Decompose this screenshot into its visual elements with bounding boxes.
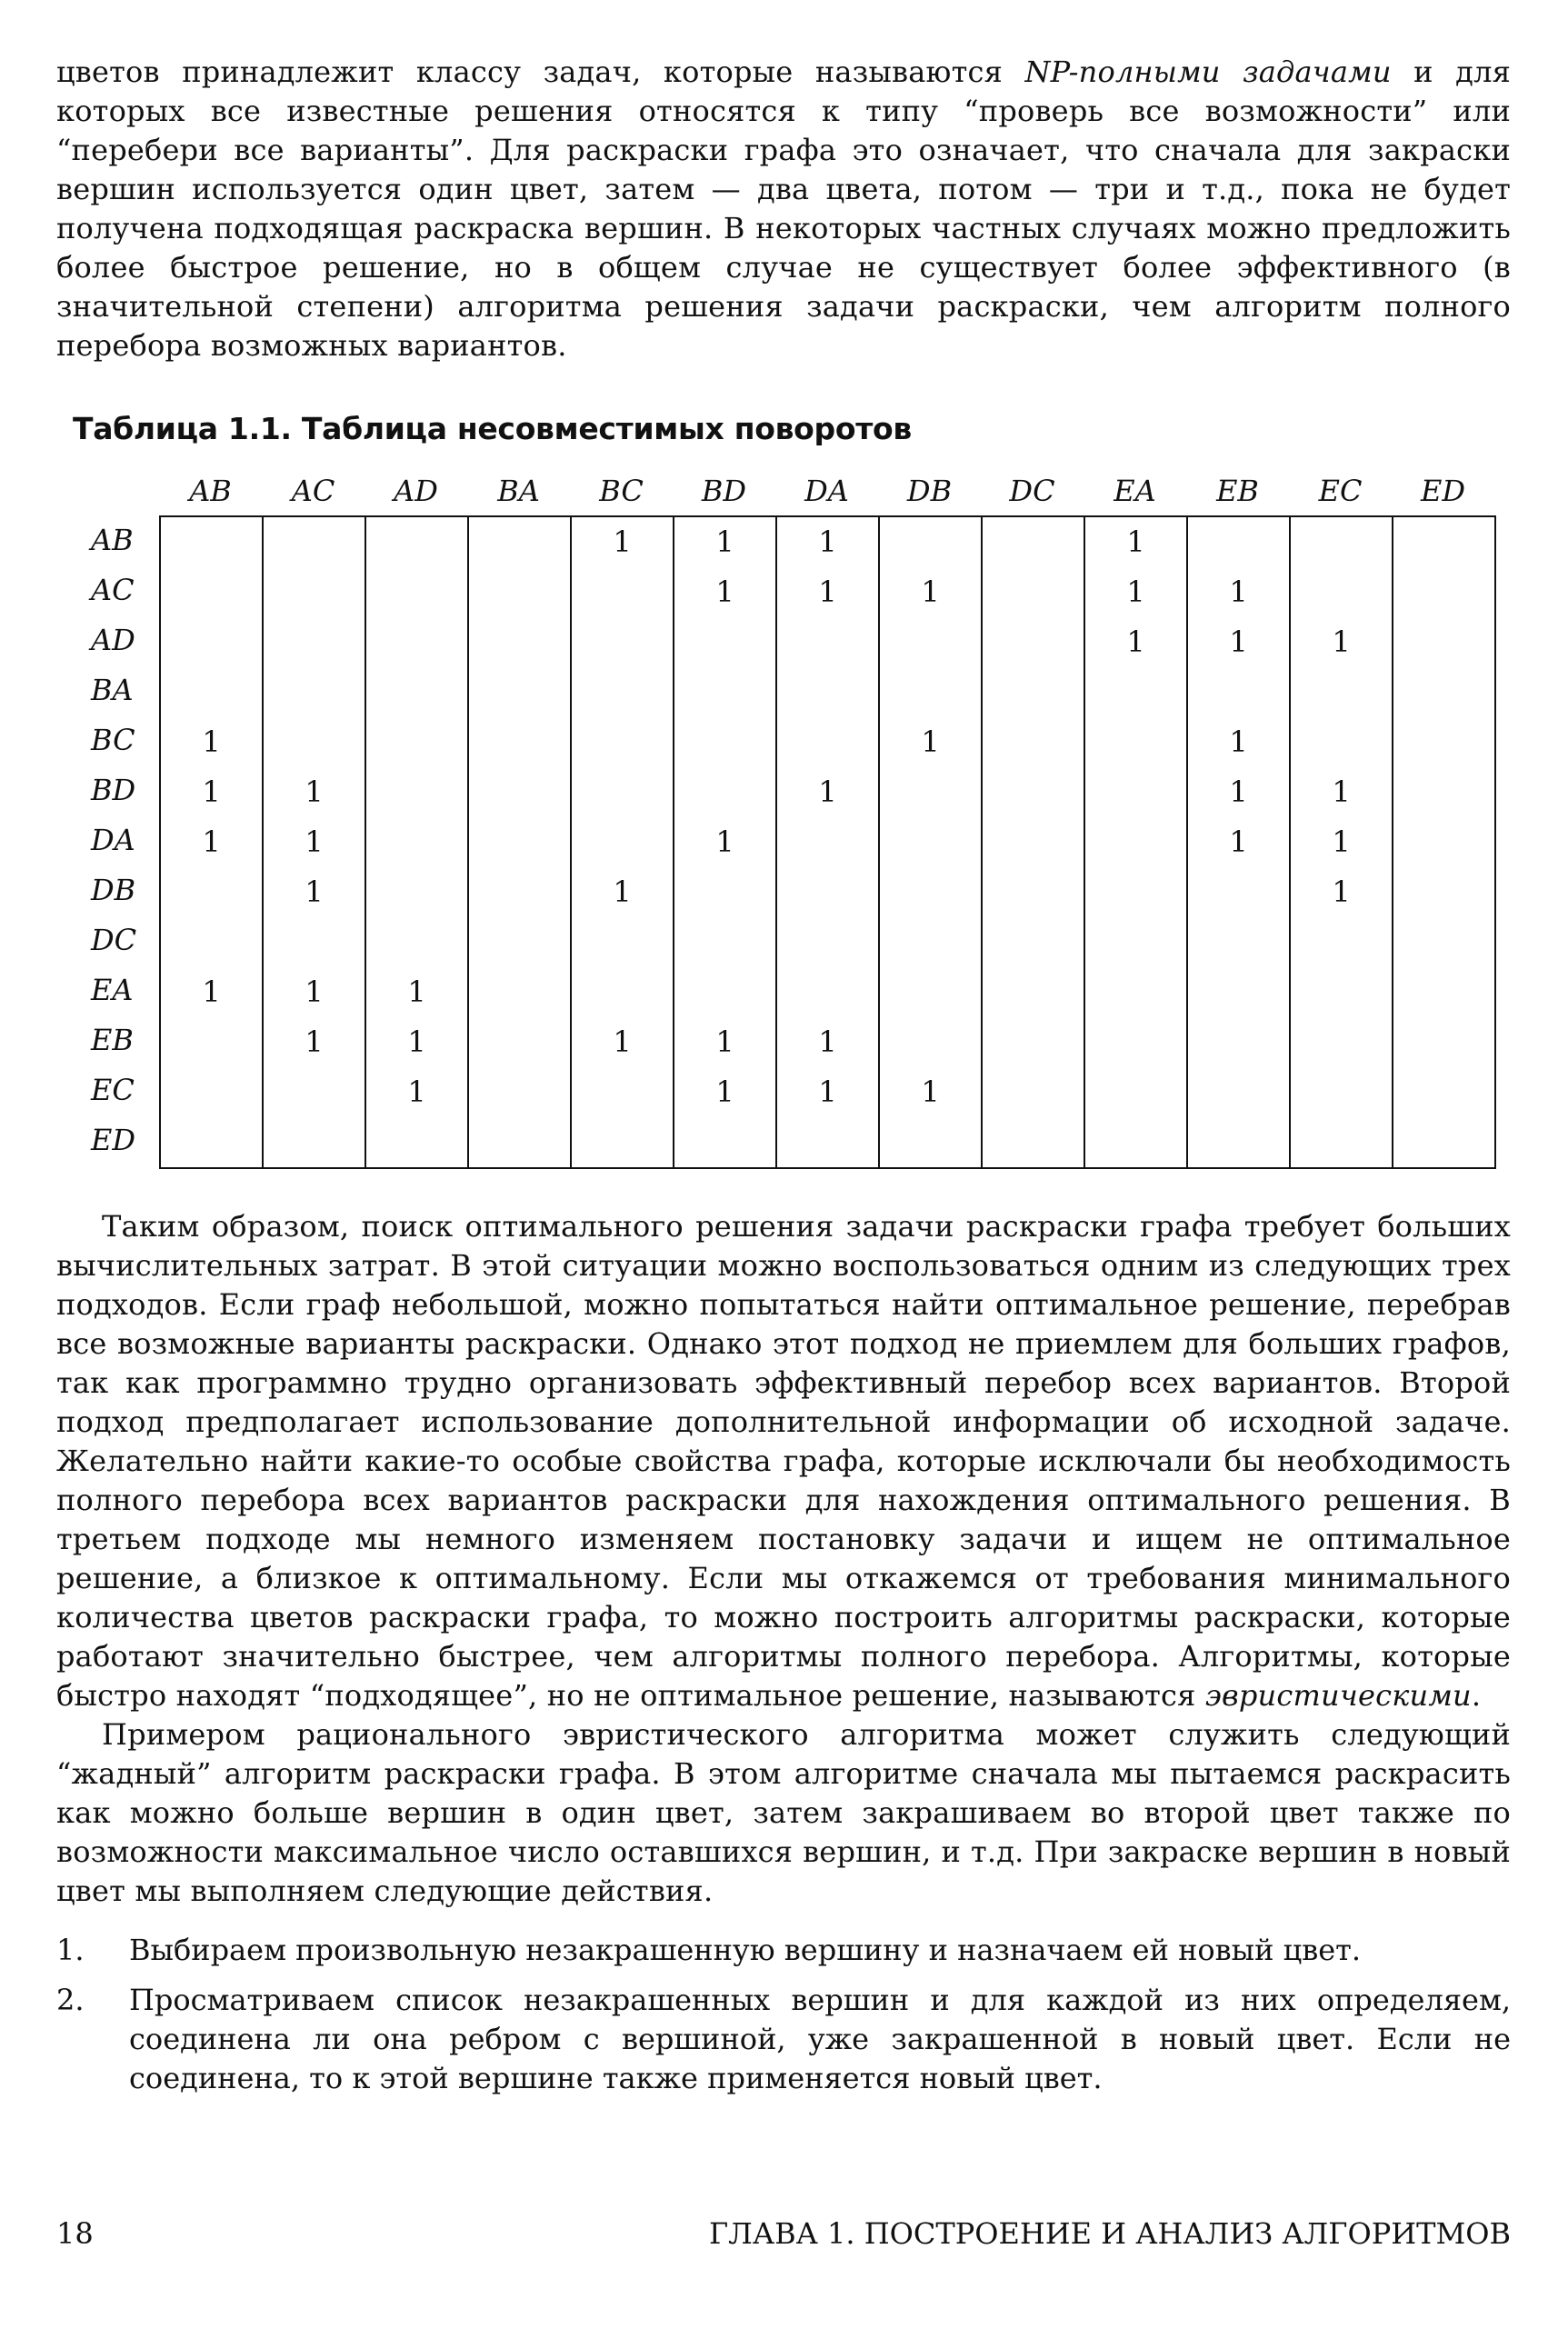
table-cell xyxy=(1393,617,1496,667)
table-cell: 1 xyxy=(366,1067,469,1117)
table-cell xyxy=(1393,817,1496,867)
row-header: DB xyxy=(91,873,136,907)
table-cell xyxy=(1291,667,1393,717)
table-cell xyxy=(366,867,469,917)
table-cell: 1 xyxy=(1188,817,1291,867)
row-header: AD xyxy=(91,623,135,657)
table-cell xyxy=(1291,567,1393,617)
top-paragraph-emphasis: NP-полными задачами xyxy=(1024,55,1392,89)
table-cell xyxy=(880,667,983,717)
table-cell: 1 xyxy=(880,567,983,617)
table-cell xyxy=(1188,517,1291,567)
list-item xyxy=(56,1931,1511,1970)
table-cell xyxy=(1188,667,1291,717)
table-cell: 1 xyxy=(777,567,880,617)
table-cell xyxy=(880,1017,983,1067)
table-cell xyxy=(1393,767,1496,817)
table-cell xyxy=(983,1067,1085,1117)
table-cell xyxy=(1188,867,1291,917)
table-cell xyxy=(1393,517,1496,567)
row-header: EC xyxy=(91,1073,135,1107)
table-cell xyxy=(572,1067,674,1117)
table-cell xyxy=(1085,867,1188,917)
incompatible-turns-table xyxy=(56,466,1511,1169)
table-cell xyxy=(572,717,674,767)
table-cell xyxy=(674,917,777,967)
table-cell: 1 xyxy=(572,517,674,567)
table-cell xyxy=(674,867,777,917)
table-cell: 1 xyxy=(1291,817,1393,867)
table-cell: 1 xyxy=(674,817,777,867)
table-cell: 1 xyxy=(1291,867,1393,917)
paragraph-2-text-end: . xyxy=(1471,1678,1482,1713)
table-title: Таблица 1.1. Таблица несовместимых поворотов xyxy=(73,411,912,446)
row-header: DC xyxy=(91,923,137,957)
top-paragraph-text: цветов принадлежит классу задач, которые называются xyxy=(56,55,1025,89)
table-cell xyxy=(983,767,1085,817)
table-cell xyxy=(1188,917,1291,967)
table-cell xyxy=(161,867,264,917)
table-cell xyxy=(880,767,983,817)
table-cell xyxy=(1393,717,1496,767)
table-cell xyxy=(1393,1067,1496,1117)
table-cell xyxy=(1085,817,1188,867)
table-cell: 1 xyxy=(264,867,366,917)
row-header: AC xyxy=(91,573,135,607)
table-cell xyxy=(777,1117,880,1167)
table-cell xyxy=(572,617,674,667)
table-cell xyxy=(1085,917,1188,967)
table-cell xyxy=(1085,667,1188,717)
steps-list xyxy=(56,1931,1511,2098)
table-cell xyxy=(469,767,572,817)
table-cell xyxy=(1188,967,1291,1017)
table-cell xyxy=(264,567,366,617)
table-cell: 1 xyxy=(1291,617,1393,667)
table-cell xyxy=(366,717,469,767)
table-cell: 1 xyxy=(1188,567,1291,617)
table-cell: 1 xyxy=(1188,617,1291,667)
row-header: AB xyxy=(91,523,134,557)
table-cell xyxy=(469,517,572,567)
paragraph-2-text: Таким образом, поиск оптимального решения задачи раскраски графа требует больших вычислительных затрат. В этой ситуации можно воспользоваться одним из следующих трех подходов. Если граф небольшой, можно попытаться найти оптимальное решение, перебрав все возможные варианты раскраски. Однако этот подход не приемлем для больших графов, так как программно трудно организовать эффективный перебор всех вариантов. Второй подход предполагает использование дополнительной информации об исходной задаче. Желательно найти какие-то особые свойства графа, которые исключали бы необходимость полного перебора всех вариантов раскраски для нахождения оптимального решения. В третьем подходе мы немного изменяем постановку задачи и ищем не оптимальное решение, а близкое к оптимальному. Если мы откажемся от требования минимального количества цветов раскраски графа, то можно построить алгоритмы раскраски, которые работают значительно быстрее, чем алгоритмы полного перебора. Алгоритмы, которые быстро находят “подходящее”, но не оптимальное решение, называются xyxy=(56,1209,1511,1713)
table-cell: 1 xyxy=(161,967,264,1017)
table-cell: 1 xyxy=(264,1017,366,1067)
table-cell xyxy=(366,917,469,967)
table-cell xyxy=(264,717,366,767)
table-cell: 1 xyxy=(264,817,366,867)
paragraph-3: Примером рационального эвристического алгоритма может служить следующий “жадный” алгоритм раскраски графа. В этом алгоритме сначала мы пытаемся раскрасить как можно больше вершин в один цвет, затем закрашиваем во второй цвет также по возможности максимальное число оставшихся вершин, и т.д. При закраске вершин в новый цвет мы выполняем следующие действия. xyxy=(56,1717,1511,1908)
table-cell xyxy=(366,1117,469,1167)
table-cell xyxy=(983,1017,1085,1067)
table-cell xyxy=(469,667,572,717)
table-cell xyxy=(161,617,264,667)
table-cell: 1 xyxy=(880,717,983,767)
table-cell xyxy=(366,767,469,817)
table-cell xyxy=(1291,1117,1393,1167)
table-cell xyxy=(161,517,264,567)
column-header: EB xyxy=(1216,474,1259,508)
table-cell xyxy=(264,1117,366,1167)
table-cell: 1 xyxy=(161,817,264,867)
table-cell xyxy=(674,767,777,817)
table-cell xyxy=(572,967,674,1017)
table-cell: 1 xyxy=(1291,767,1393,817)
table-cell xyxy=(1393,567,1496,617)
table-cell xyxy=(572,1117,674,1167)
table-cell xyxy=(469,1067,572,1117)
paragraph-2-emphasis: эвристическими xyxy=(1204,1678,1472,1713)
table-cell xyxy=(366,617,469,667)
table-cell xyxy=(674,967,777,1017)
list-item-text: Выбираем произвольную незакрашенную вершину и назначаем ей новый цвет. xyxy=(129,1933,1362,1967)
row-header: BD xyxy=(91,773,136,807)
table-cell xyxy=(1085,767,1188,817)
column-header: BA xyxy=(497,474,540,508)
table-cell xyxy=(983,517,1085,567)
table-cell: 1 xyxy=(572,1017,674,1067)
table-cell xyxy=(674,617,777,667)
list-item-number: 1. xyxy=(56,1933,85,1967)
table-cell xyxy=(1085,967,1188,1017)
table-cell xyxy=(1393,667,1496,717)
column-header: DC xyxy=(1009,474,1055,508)
table-cell xyxy=(366,667,469,717)
table-cell xyxy=(1085,1017,1188,1067)
table-cell: 1 xyxy=(161,767,264,817)
table-cell: 1 xyxy=(366,967,469,1017)
table-cell xyxy=(469,617,572,667)
table-cell xyxy=(1085,717,1188,767)
row-header: EA xyxy=(91,973,134,1007)
table-cell xyxy=(469,1117,572,1167)
row-header: BC xyxy=(91,723,135,757)
table-cell: 1 xyxy=(1085,517,1188,567)
table-cell xyxy=(777,717,880,767)
table-cell xyxy=(983,567,1085,617)
table-cell xyxy=(264,1067,366,1117)
table-cell: 1 xyxy=(161,717,264,767)
table-cell xyxy=(880,867,983,917)
row-header: ED xyxy=(91,1123,136,1157)
table-cell xyxy=(983,867,1085,917)
table-cell: 1 xyxy=(572,867,674,917)
list-item-text: Просматриваем список незакрашенных вершин и для каждой из них определяем, соединена ли она ребром с вершиной, уже закрашенной в новый цвет. Если не соединена, то к этой вершине также применяется новый цвет. xyxy=(129,1983,1511,2095)
column-header: EA xyxy=(1114,474,1156,508)
table-cell xyxy=(777,817,880,867)
table-cell: 1 xyxy=(1085,567,1188,617)
table-cell xyxy=(469,717,572,767)
list-item-number: 2. xyxy=(56,1983,85,2017)
table-cell: 1 xyxy=(674,1017,777,1067)
table-cell: 1 xyxy=(777,517,880,567)
table-cell xyxy=(366,817,469,867)
table-cell xyxy=(777,917,880,967)
chapter-title: ГЛАВА 1. ПОСТРОЕНИЕ И АНАЛИЗ АЛГОРИТМОВ xyxy=(708,2216,1511,2251)
table-cell xyxy=(572,567,674,617)
table-cell xyxy=(777,617,880,667)
top-paragraph xyxy=(56,53,1511,365)
table-cell: 1 xyxy=(366,1017,469,1067)
table-cell: 1 xyxy=(674,517,777,567)
row-labels xyxy=(56,515,159,1169)
table-cell xyxy=(880,967,983,1017)
column-header: AC xyxy=(291,474,335,508)
table-cell xyxy=(777,667,880,717)
table-cell xyxy=(1393,1117,1496,1167)
table-cell xyxy=(1188,1117,1291,1167)
table-cell xyxy=(674,1117,777,1167)
table-cell xyxy=(1393,967,1496,1017)
table-cell xyxy=(880,817,983,867)
table-cell xyxy=(983,1117,1085,1167)
table-cell xyxy=(264,617,366,667)
table-cell xyxy=(264,667,366,717)
row-header: BA xyxy=(91,673,134,707)
table-cell: 1 xyxy=(777,1067,880,1117)
table-cell xyxy=(674,717,777,767)
page-footer xyxy=(56,2216,1511,2251)
table-cell xyxy=(1188,1017,1291,1067)
column-header: AB xyxy=(189,474,232,508)
table-cell xyxy=(1393,917,1496,967)
paragraph-2 xyxy=(56,1207,1511,1715)
table-cell xyxy=(880,1117,983,1167)
table-cell xyxy=(161,917,264,967)
table-cell: 1 xyxy=(1188,717,1291,767)
column-header: DA xyxy=(804,474,849,508)
table-cell xyxy=(161,667,264,717)
table-cell xyxy=(983,817,1085,867)
table-cell xyxy=(469,967,572,1017)
table-cell xyxy=(1393,867,1496,917)
table-cell xyxy=(777,967,880,1017)
table-cell xyxy=(572,767,674,817)
table-cell: 1 xyxy=(777,767,880,817)
row-header: DA xyxy=(91,823,135,857)
table-cell xyxy=(674,667,777,717)
table-cell xyxy=(161,567,264,617)
column-header: BD xyxy=(701,474,747,508)
list-item xyxy=(56,1981,1511,2098)
table-cell xyxy=(983,667,1085,717)
row-header: EB xyxy=(91,1023,134,1057)
table-cell xyxy=(880,917,983,967)
column-header: DB xyxy=(906,474,953,508)
table-cell xyxy=(1291,517,1393,567)
column-header: AD xyxy=(394,474,438,508)
table-cell xyxy=(983,717,1085,767)
table-cell xyxy=(777,867,880,917)
table-cell xyxy=(1085,1067,1188,1117)
table-cell xyxy=(264,517,366,567)
table-cell xyxy=(880,617,983,667)
table-cell xyxy=(1085,1117,1188,1167)
table-cell xyxy=(983,967,1085,1017)
table-cell xyxy=(161,1117,264,1167)
table-cell xyxy=(366,567,469,617)
table-cell xyxy=(366,517,469,567)
table-cell: 1 xyxy=(1188,767,1291,817)
table-cell xyxy=(572,917,674,967)
table-cell: 1 xyxy=(1085,617,1188,667)
table-cells xyxy=(159,515,1496,1169)
column-header: EC xyxy=(1318,474,1363,508)
column-header: BC xyxy=(599,474,644,508)
table-cell: 1 xyxy=(264,767,366,817)
table-cell xyxy=(983,917,1085,967)
table-cell: 1 xyxy=(674,1067,777,1117)
table-cell: 1 xyxy=(674,567,777,617)
page xyxy=(56,53,1511,2109)
table-cell xyxy=(1291,1017,1393,1067)
table-cell xyxy=(1291,1067,1393,1117)
table-cell xyxy=(1188,1067,1291,1117)
column-header: ED xyxy=(1420,474,1465,508)
table-cell xyxy=(1291,917,1393,967)
table-cell xyxy=(1393,1017,1496,1067)
table-cell xyxy=(469,1017,572,1067)
table-cell xyxy=(572,667,674,717)
table-cell xyxy=(983,617,1085,667)
table-cell: 1 xyxy=(880,1067,983,1117)
table-cell xyxy=(1291,967,1393,1017)
table-cell xyxy=(1291,717,1393,767)
page-number: 18 xyxy=(56,2216,94,2251)
table-cell xyxy=(469,867,572,917)
table-cell xyxy=(161,1017,264,1067)
table-cell: 1 xyxy=(777,1017,880,1067)
table-cell xyxy=(469,817,572,867)
table-cell: 1 xyxy=(264,967,366,1017)
table-cell xyxy=(572,817,674,867)
table-cell xyxy=(880,517,983,567)
table-cell xyxy=(469,567,572,617)
top-paragraph-text-end: и для которых все известные решения относятся к типу “проверь все возможности” или “перебери все варианты”. Для раскраски графа это означает, что сначала для закраски вершин используется один цвет, затем — два цвета, потом — три и т.д., пока не будет получена подходящая раскраска вершин. В некоторых частных случаях можно предложить более быстрое решение, но в общем случае не существует более эффективного (в значительной степени) алгоритма решения задачи раскраски, чем алгоритм полного перебора возможных вариантов. xyxy=(56,55,1511,363)
table-cell xyxy=(264,917,366,967)
table-cell xyxy=(469,917,572,967)
table-cell xyxy=(161,1067,264,1117)
column-headers xyxy=(159,466,1511,515)
